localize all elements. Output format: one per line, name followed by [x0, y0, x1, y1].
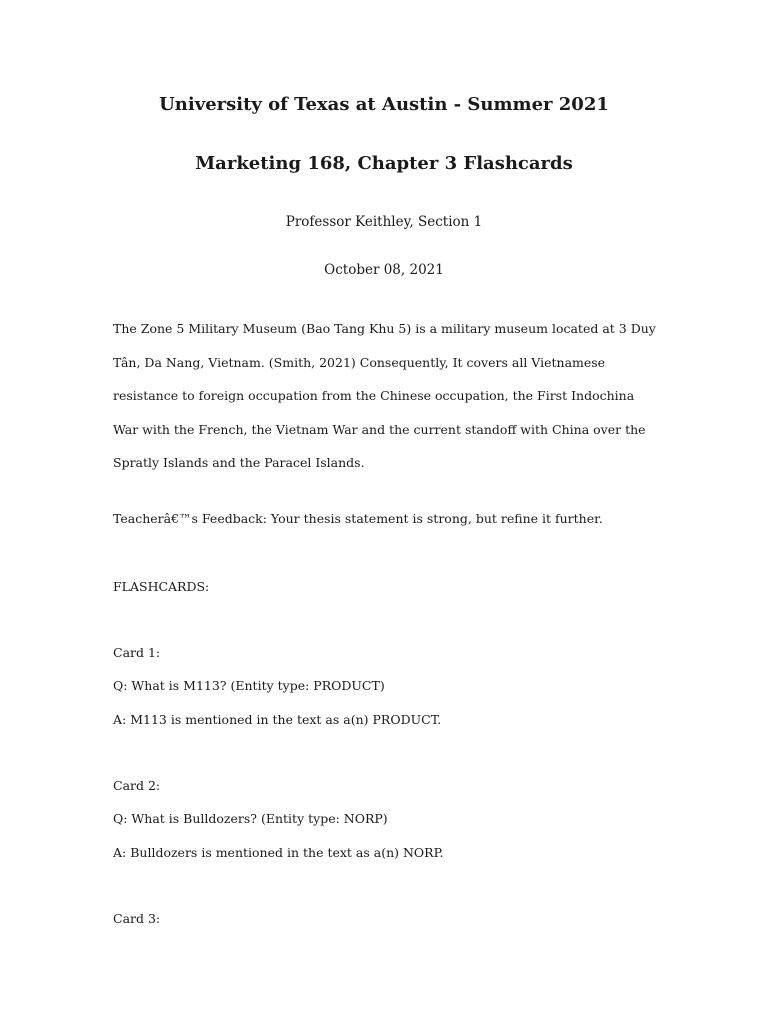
professor-line: Professor Keithley, Section 1 — [285, 214, 483, 230]
card-question: Q: What is Bulldozers? (Entity type: NORP) — [113, 811, 388, 826]
card-label: Card 2: — [113, 778, 161, 793]
university-title: University of Texas at Austin - Summer 2021 — [159, 94, 609, 115]
card-label: Card 1: — [113, 645, 161, 660]
card-answer: A: Bulldozers is mentioned in the text as a(n) NORP. — [113, 845, 444, 860]
teacher-feedback: Teacherâ€™s Feedback: Your thesis statement is strong, but refine it further. — [113, 511, 603, 526]
flashcards-heading: FLASHCARDS: — [113, 579, 210, 594]
intro-paragraph: The Zone 5 Military Museum (Bao Tang Khu 5) is a military museum located at 3 Duy Tân, Da Nang, Vietnam. (Smith, 2021) Consequently, It covers all Vietnamese resistance to foreign occupation from the Chinese occupation, the First Indochina War with the French, the Vietnam War and the current standoff with China over the Spratly Islands and the Paracel Islands. — [113, 321, 656, 470]
course-title: Marketing 168, Chapter 3 Flashcards — [195, 153, 573, 174]
date-line: October 08, 2021 — [324, 262, 444, 278]
card-answer: A: M113 is mentioned in the text as a(n) PRODUCT. — [113, 712, 442, 727]
card-label: Card 3: — [113, 911, 161, 926]
card-question: Q: What is M113? (Entity type: PRODUCT) — [113, 678, 385, 693]
